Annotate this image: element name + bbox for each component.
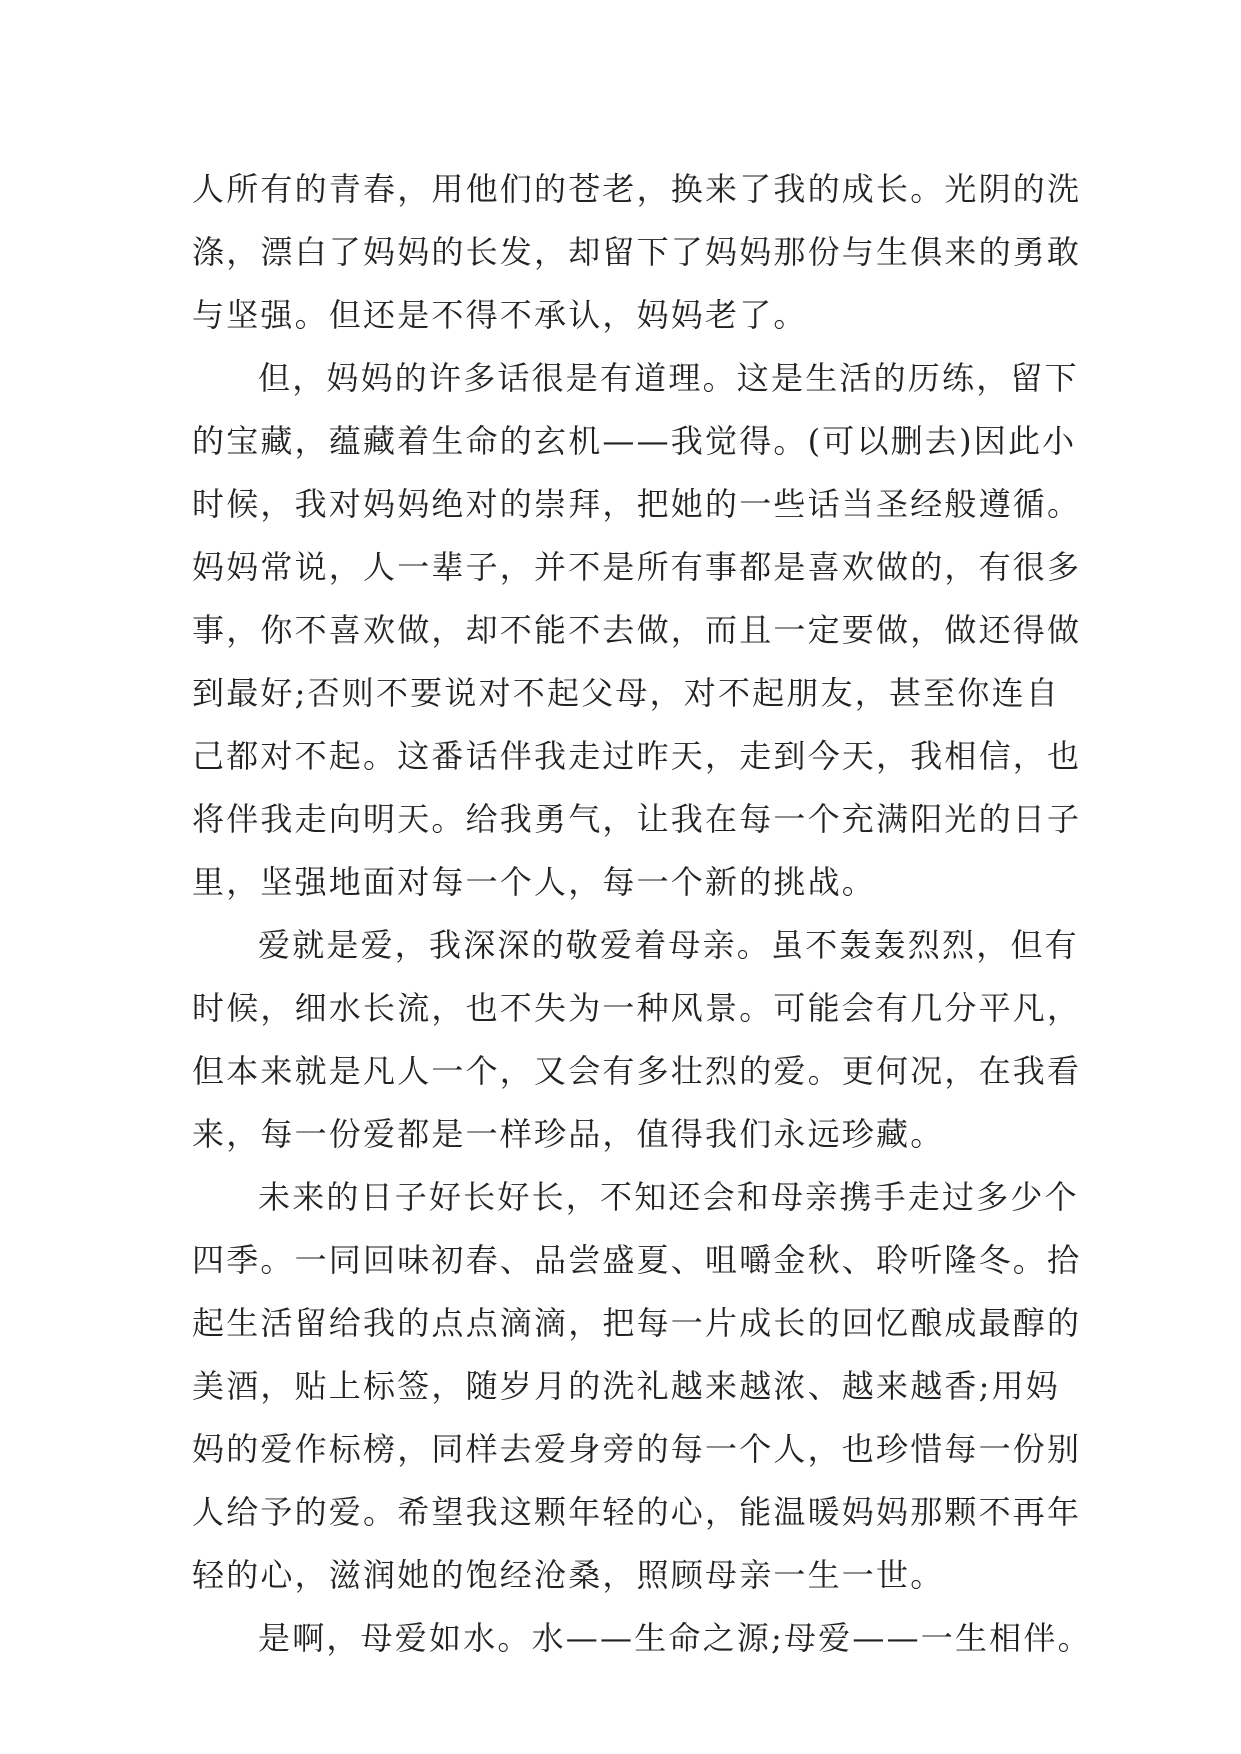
text-line: 将伴我走向明天。给我勇气，让我在每一个充满阳光的日子: [192, 800, 1082, 838]
article-body: [192, 158, 1092, 1670]
text-line: 来，每一份爱都是一样珍品，值得我们永远珍藏。: [192, 1115, 945, 1153]
paragraph-1: [192, 158, 1082, 347]
text-line: 人所有的青春，用他们的苍老，换来了我的成长。光阴的洗: [192, 170, 1082, 208]
text-line: 是啊，母爱如水。水——生命之源;母爱——一生相伴。: [258, 1619, 1092, 1657]
text-line: 时候，细水长流，也不失为一种风景。可能会有几分平凡，: [192, 989, 1082, 1027]
text-line: 美酒，贴上标签，随岁月的洗礼越来越浓、越来越香;用妈: [192, 1367, 1060, 1405]
text-line: 但本来就是凡人一个，又会有多壮烈的爱。更何况，在我看: [192, 1052, 1082, 1090]
text-line: 未来的日子好长好长，不知还会和母亲携手走过多少个: [258, 1178, 1079, 1216]
text-line: 妈妈常说，人一辈子，并不是所有事都是喜欢做的，有很多: [192, 548, 1082, 586]
text-line: 妈的爱作标榜，同样去爱身旁的每一个人，也珍惜每一份别: [192, 1430, 1082, 1468]
text-line: 轻的心，滋润她的饱经沧桑，照顾母亲一生一世。: [192, 1556, 945, 1594]
text-line: 时候，我对妈妈绝对的崇拜，把她的一些话当圣经般遵循。: [192, 485, 1082, 523]
text-line: 四季。一同回味初春、品尝盛夏、咀嚼金秋、聆听隆冬。拾: [192, 1241, 1082, 1279]
text-line: 涤，漂白了妈妈的长发，却留下了妈妈那份与生俱来的勇敢: [192, 233, 1082, 271]
text-line: 起生活留给我的点点滴滴，把每一片成长的回忆酿成最醇的: [192, 1304, 1082, 1342]
text-line: 里，坚强地面对每一个人，每一个新的挑战。: [192, 863, 877, 901]
text-line: 爱就是爱，我深深的敬爱着母亲。虽不轰轰烈烈，但有: [258, 926, 1079, 964]
text-line: 的宝藏，蕴藏着生命的玄机——我觉得。(可以删去)因此小: [192, 422, 1077, 460]
text-line: 与坚强。但还是不得不承认，妈妈老了。: [192, 296, 808, 334]
text-line: 事，你不喜欢做，却不能不去做，而且一定要做，做还得做: [192, 611, 1082, 649]
text-line: 人给予的爱。希望我这颗年轻的心，能温暖妈妈那颗不再年: [192, 1493, 1082, 1531]
text-line: 但，妈妈的许多话很是有道理。这是生活的历练，留下: [258, 359, 1079, 397]
text-line: 到最好;否则不要说对不起父母，对不起朋友，甚至你连自: [192, 674, 1060, 712]
paragraph-3: [192, 914, 1082, 1166]
text-line: 己都对不起。这番话伴我走过昨天，走到今天，我相信，也: [192, 737, 1082, 775]
paragraph-4: [192, 1166, 1082, 1607]
paragraph-5: [192, 1607, 1092, 1670]
paragraph-2: [192, 347, 1082, 914]
